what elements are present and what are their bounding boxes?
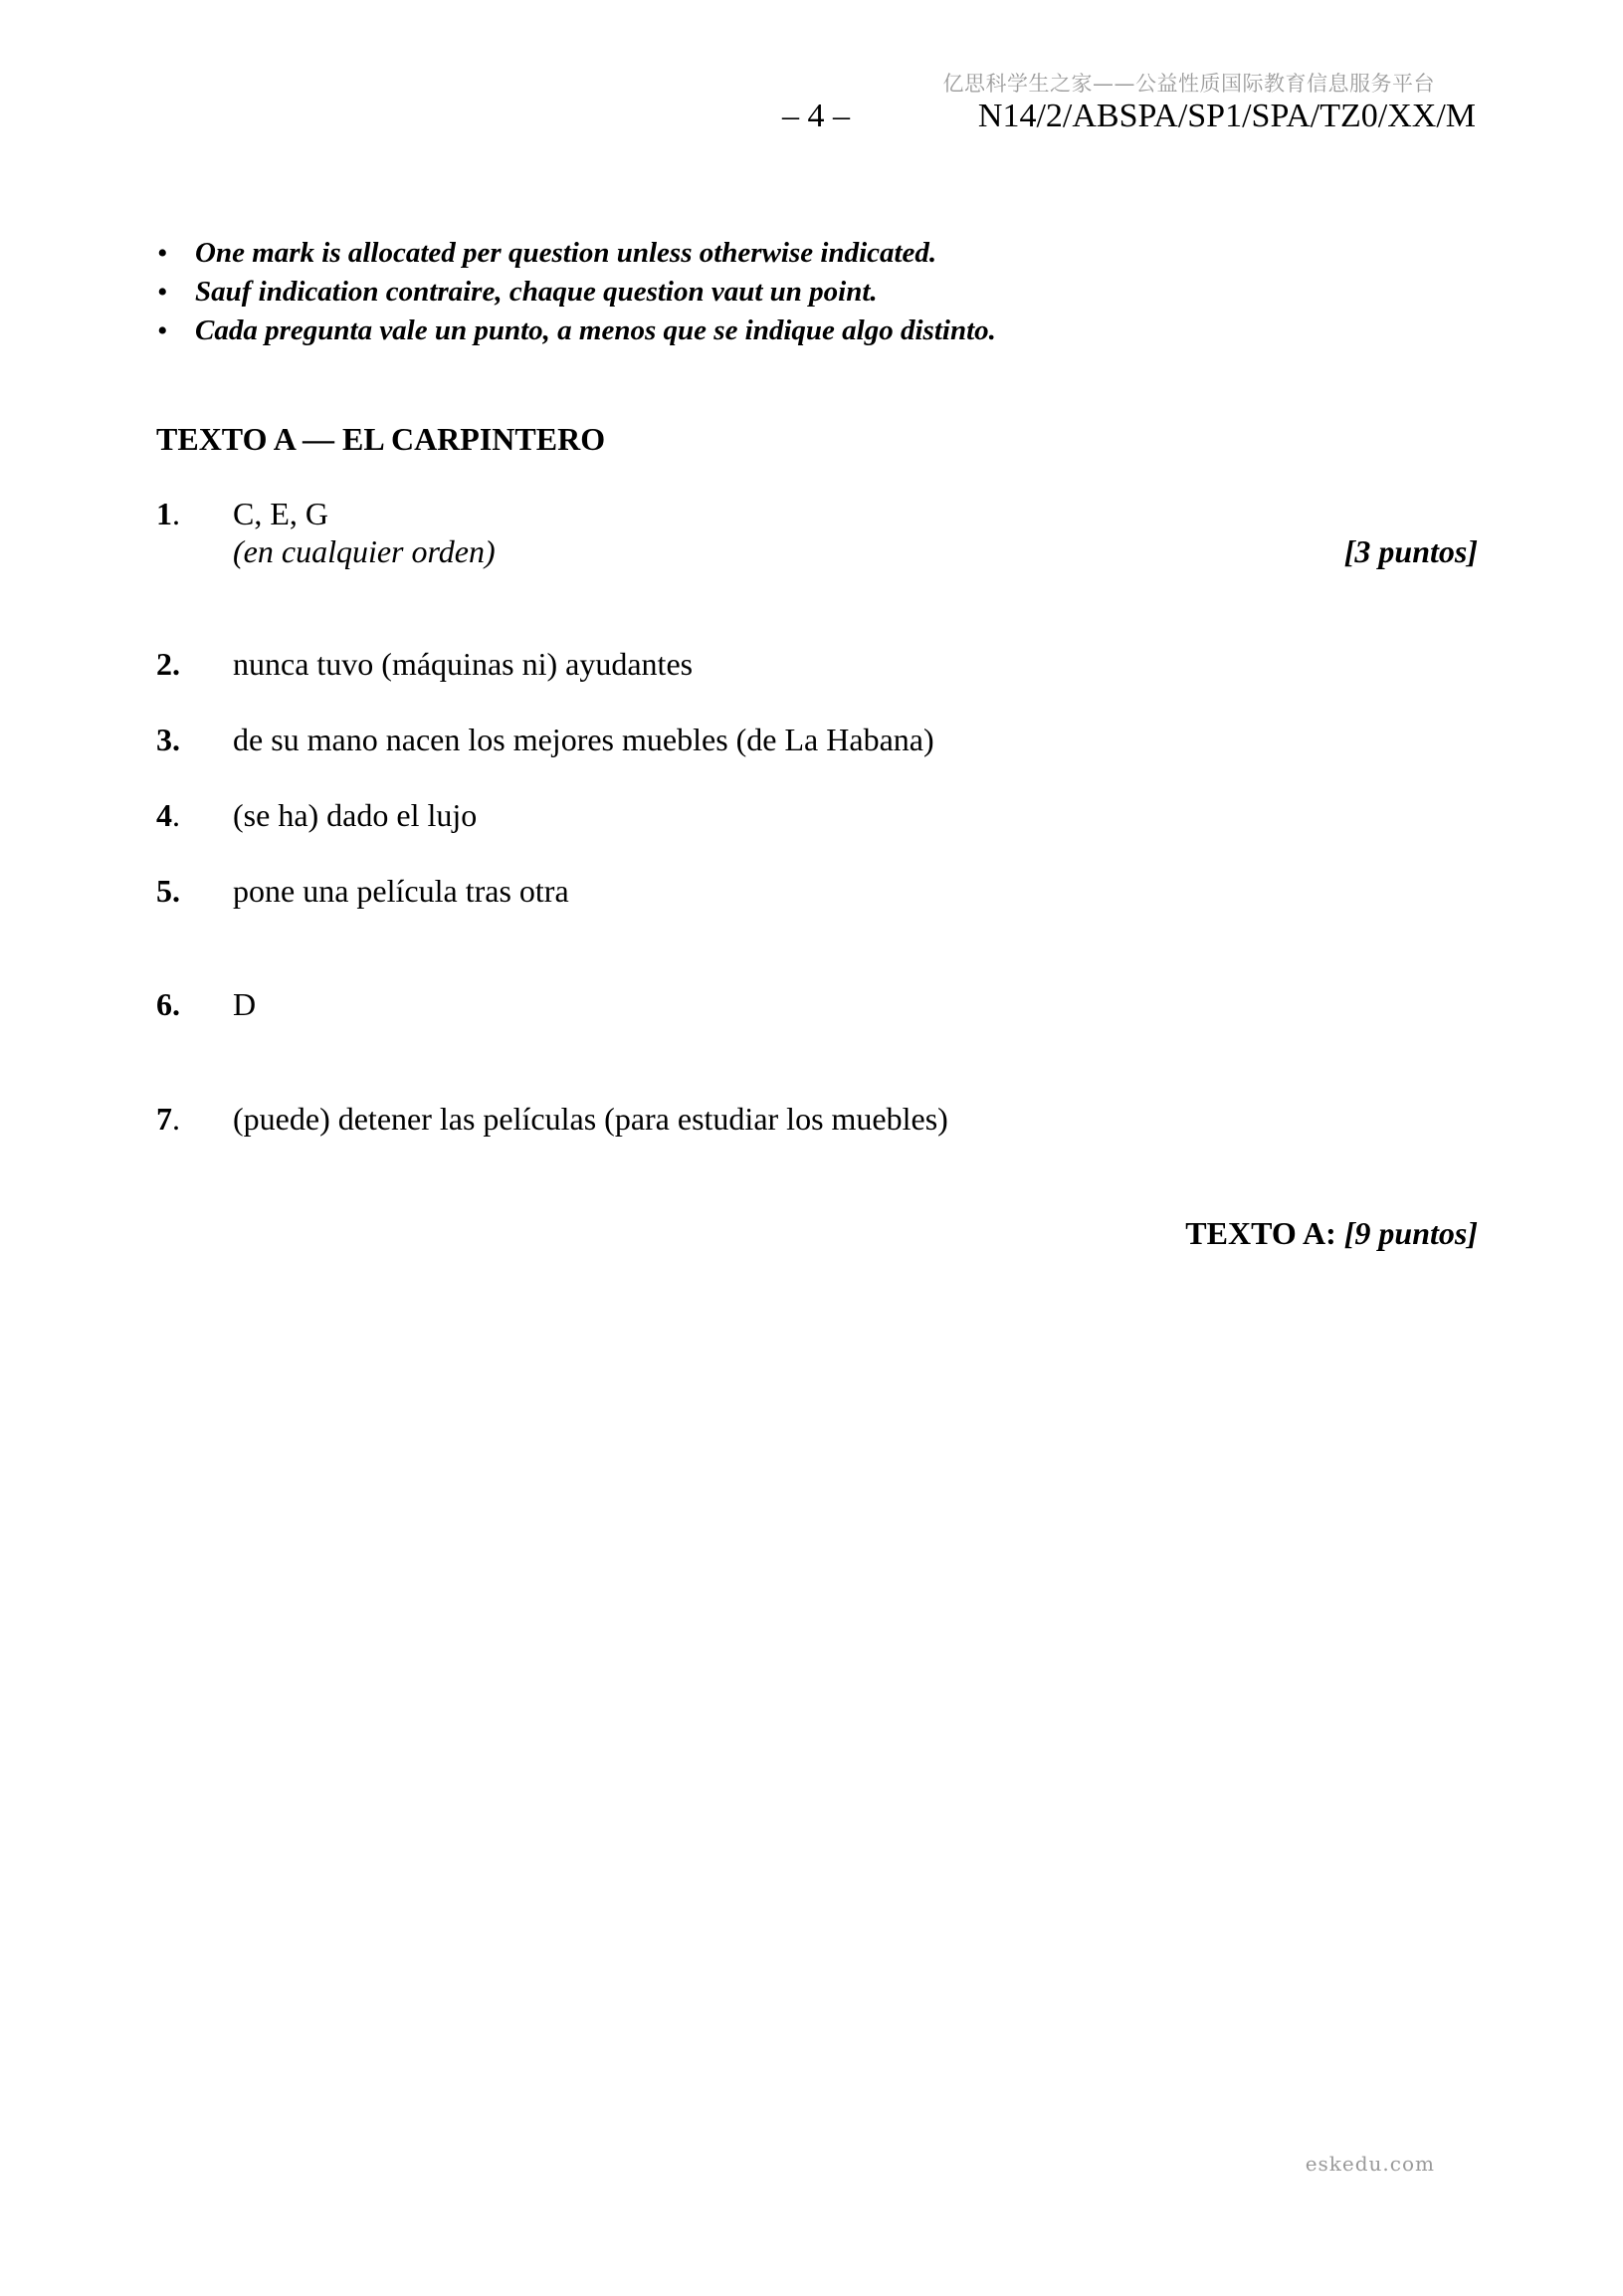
- question-answer: (puede) detener las películas (para estudiar los muebles): [233, 1101, 948, 1137]
- page-number: – 4 –: [782, 98, 850, 134]
- question-answer: pone una película tras otra: [233, 873, 569, 909]
- question-note: (en cualquier orden): [233, 533, 496, 569]
- question-answer: D: [233, 986, 257, 1022]
- question-answer: C, E, G: [233, 496, 328, 531]
- instruction-spanish: • Cada pregunta vale un punto, a menos que se indique algo distinto.: [157, 312, 996, 350]
- question-number: 7.: [156, 1101, 180, 1137]
- question-number: 4.: [156, 797, 180, 833]
- section-title: TEXTO A — EL CARPINTERO: [156, 421, 606, 457]
- header-watermark: 亿思科学生之家——公益性质国际教育信息服务平台: [942, 72, 1435, 96]
- question-answer: de su mano nacen los mejores muebles (de La Habana): [233, 722, 934, 757]
- question-number: 6.: [156, 986, 180, 1022]
- marking-instructions: [157, 234, 996, 350]
- section-total: [0, 1214, 1478, 1252]
- question-answer: nunca tuvo (máquinas ni) ayudantes: [233, 646, 694, 682]
- question-points: [3 puntos]: [1343, 533, 1478, 569]
- instruction-english: • One mark is allocated per question unless otherwise indicated.: [157, 234, 996, 273]
- question-answer: (se ha) dado el lujo: [233, 797, 478, 833]
- question-number: 2.: [156, 646, 180, 682]
- total-value: [9 puntos]: [1343, 1215, 1478, 1251]
- question-number: 5.: [156, 873, 180, 909]
- question-number: 1.: [156, 496, 180, 531]
- question-number: 3.: [156, 722, 180, 757]
- total-label: TEXTO A:: [1185, 1215, 1336, 1251]
- footer-watermark: eskedu.com: [1305, 2152, 1435, 2176]
- instruction-french: • Sauf indication contraire, chaque question vaut un point.: [157, 273, 996, 312]
- document-code: N14/2/ABSPA/SP1/SPA/TZ0/XX/M: [977, 98, 1476, 134]
